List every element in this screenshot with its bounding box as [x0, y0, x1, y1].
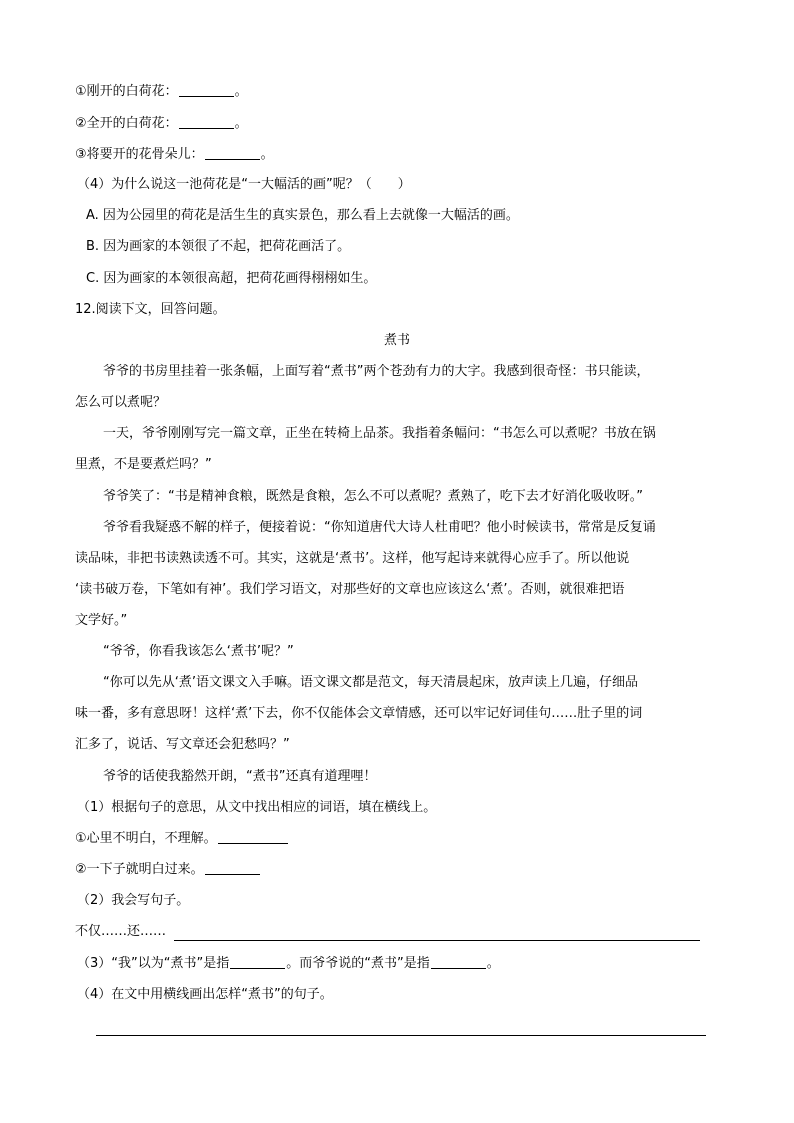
- sub3-text-1: （3）“我”以为“煮书”是指: [77, 956, 230, 971]
- item-label: ③将要开的花骨朵儿：: [75, 147, 204, 162]
- q11-sub3-item2: [75, 114, 715, 134]
- passage-line: 一天，爷爷刚刚写完一篇文章，正坐在转椅上品茶。我指着条幅问：“书怎么可以煮呢？书放在锅: [103, 426, 656, 441]
- q11-sub3-item3: [75, 145, 715, 165]
- item-label: ②一下子就明白过来。: [75, 862, 204, 877]
- q11-sub3-item1: [75, 82, 715, 102]
- answer-blank[interactable]: [431, 954, 486, 969]
- answer-blank[interactable]: [179, 82, 234, 97]
- passage-line: 爷爷笑了：“书是精神食粮，既然是食粮，怎么不可以煮呢？煮熟了，吃下去才好消化吸收呀。”: [103, 489, 643, 504]
- item-label: ①心里不明白，不理解。: [75, 831, 217, 846]
- sentence-answer-line[interactable]: [174, 940, 700, 941]
- answer-blank[interactable]: [205, 145, 260, 160]
- q12-heading: 12.阅读下文，回答问题。: [75, 302, 226, 317]
- passage-line: “爷爷，你看我该怎么‘煮书’呢？”: [103, 644, 294, 659]
- item-label: ①刚开的白荷花：: [75, 84, 178, 99]
- passage-line: 读品味，非把书读熟读透不可。其实，这就是‘煮书’。这样，他写起诗来就得心应手了。所以他说: [75, 551, 630, 566]
- passage-line: 里煮，不是要煮烂吗？”: [75, 457, 212, 472]
- passage-line: “你可以先从‘煮’语文课文入手嘛。语文课文都是范文，每天清晨起床，放声读上几遍，仔细品: [103, 675, 639, 690]
- answer-blank[interactable]: [218, 829, 288, 844]
- q11-option-a[interactable]: A. 因为公园里的荷花是活生生的真实景色，那么看上去就像一大幅活的画。: [86, 208, 519, 223]
- passage-line: ‘读书破万卷，下笔如有神’。我们学习语文，对那些好的文章也应该这么‘煮’。否则，就很难把语: [75, 582, 625, 597]
- passage-line: 汇多了，说话、写文章还会犯愁吗？”: [75, 737, 290, 752]
- sub3-text-2: 。而爷爷说的“煮书”是指: [286, 956, 430, 971]
- passage-line: 爷爷的话使我豁然开朗，“煮书”还真有道理哩！: [103, 769, 377, 784]
- answer-blank[interactable]: [230, 954, 285, 969]
- q12-sub2-prompt: 不仅……还……: [75, 924, 167, 939]
- q12-sub1-item2: [75, 860, 715, 880]
- q11-option-b[interactable]: B. 因为画家的本领很了不起，把荷花画活了。: [86, 239, 351, 254]
- passage-line: 爷爷看我疑惑不解的样子，便接着说：“你知道唐代大诗人杜甫吧？他小时候读书，常常是反复诵: [103, 520, 656, 535]
- period: 。: [234, 116, 248, 131]
- q11-option-c[interactable]: C. 因为画家的本领很高超，把荷花画得栩栩如生。: [86, 271, 377, 286]
- passage-line: 爷爷的书房里挂着一张条幅，上面写着“煮书”两个苍劲有力的大字。我感到很奇怪：书只能读，: [103, 364, 650, 379]
- item-label: ②全开的白荷花：: [75, 116, 178, 131]
- passage-line: 文学好。”: [75, 613, 128, 628]
- q12-sub1-item1: [75, 829, 715, 849]
- q12-sub2-question: （2）我会写句子。: [77, 893, 190, 908]
- passage-title: 煮书: [383, 333, 410, 348]
- period: 。: [234, 84, 248, 99]
- answer-blank[interactable]: [205, 860, 260, 875]
- period: 。: [260, 147, 274, 162]
- answer-blank[interactable]: [179, 114, 234, 129]
- passage-line: 怎么可以煮呢？: [75, 395, 167, 410]
- underline-answer-line[interactable]: [96, 1035, 706, 1036]
- q11-sub4-question: （4）为什么说这一池荷花是“一大幅活的画”呢？（ ）: [77, 177, 411, 192]
- q12-sub3: [77, 954, 717, 974]
- q12-sub4-question: （4）在文中用横线画出怎样“煮书”的句子。: [77, 987, 333, 1002]
- q12-sub1-question: （1）根据句子的意思，从文中找出相应的词语，填在横线上。: [77, 800, 437, 815]
- passage-line: 味一番，多有意思呀！这样‘煮’下去，你不仅能体会文章情感，还可以牢记好词佳句……肚子里的词: [75, 706, 643, 721]
- sub3-text-3: 。: [486, 956, 500, 971]
